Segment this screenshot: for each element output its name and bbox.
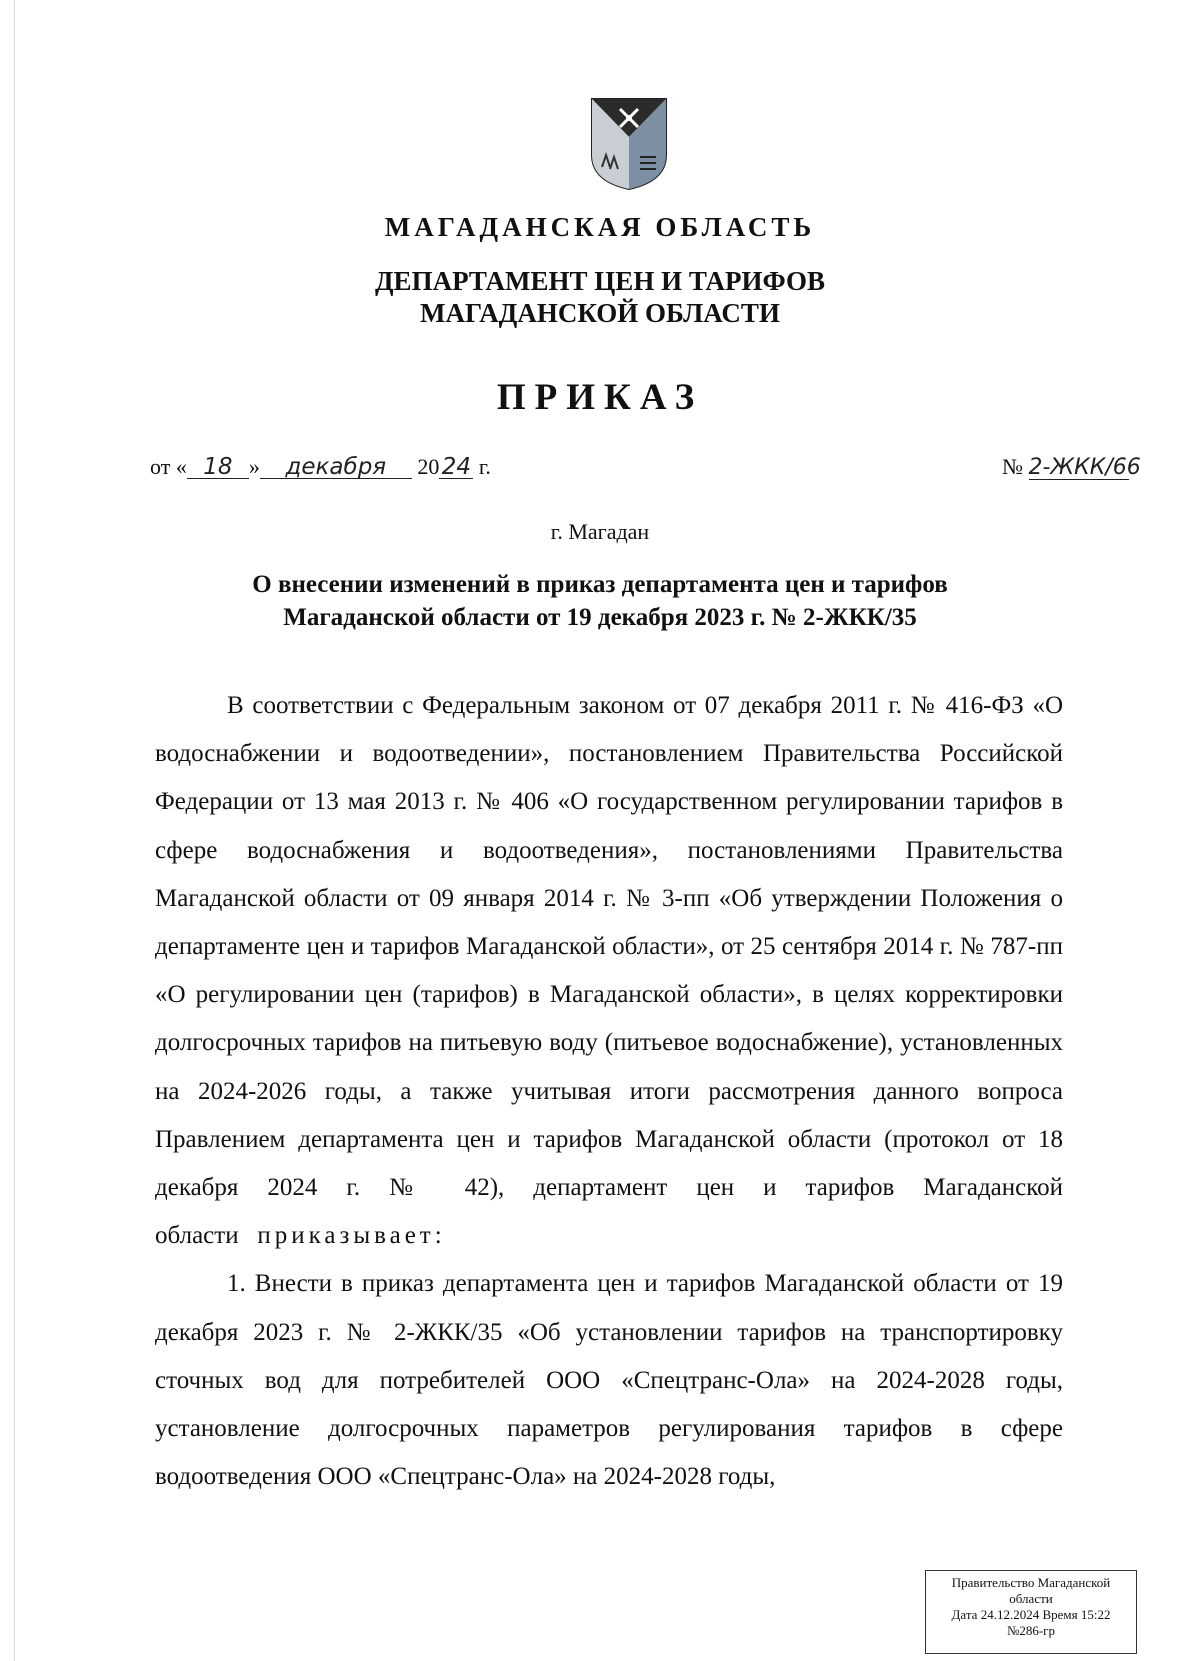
date-prefix: от « (150, 454, 187, 479)
preamble-text: В соответствии с Федеральным законом от 07 декабря 2011 г. № 416-ФЗ «О водоснабжении и водоотведении», постановлением Правительства Российской Федерации от 13 мая 2013 г. № 406 «О государственном регулировании тарифов в сфере водоснабжения и водоотведения», постановлениями Правительства Магаданской области от 09 января 2014 г. № 3-пп «Об утверждении Положения о департаменте цен и тарифов Магаданской области», от 25 сентября 2014 г. № 787-пп «О регулировании цен (тарифов) в Магаданской области», в целях корректировки долгосрочных тарифов на питьевую воду (питьевое водоснабжение), установленных на 2024-2026 годы, а также учитывая итоги рассмотрения данного вопроса Правлением департамента цен и тарифов Магаданской области (протокол от 18 декабря 2024 г. № 42), департамент цен и тарифов Магаданской области (155, 692, 1063, 1250)
city-name: г. Магадан (550, 519, 650, 544)
region-name: МАГАДАНСКАЯ ОБЛАСТЬ (384, 212, 816, 242)
title-line2: Магаданской области от 19 декабря 2023 г. № 2-ЖКК/35 (283, 604, 917, 631)
year-prefix: 20 (417, 454, 440, 479)
order-body (155, 682, 1063, 1501)
item-1-paragraph: 1. Внести в приказ департамента цен и тарифов Магаданской области от 19 декабря 2023 г. № 2-ЖКК/35 «Об установлении тарифов на транспортировку сточных вод для потребителей ООО «Спецтранс-Ола» на 2024-2028 годы, установление долгосрочных параметров регулирования тарифов в сфере водоотведения ООО «Спецтранс-Ола» на 2024-2028 годы, (155, 1270, 1063, 1491)
scan-edge-line (14, 0, 15, 1661)
document-type-title: ПРИКАЗ (496, 377, 704, 418)
date-suffix: г. (473, 454, 491, 479)
stamp-line3: Дата 24.12.2024 Время 15:22 (951, 1607, 1111, 1622)
stamp-line4: №286-гр (1006, 1623, 1056, 1638)
registration-stamp (925, 1570, 1137, 1654)
number-prefix: № (1002, 454, 1023, 479)
handwritten-month: декабря (260, 456, 412, 479)
date-quote-close: » (248, 454, 260, 479)
order-number (1002, 454, 1141, 480)
preamble-paragraph (155, 682, 1063, 1260)
order-title (150, 568, 1050, 634)
handwritten-number: 2-ЖКК/66 (1028, 455, 1141, 480)
handwritten-day: 18 (187, 456, 249, 479)
stamp-line1: Правительство Магаданской (951, 1575, 1111, 1590)
department-name-line2: МАГАДАНСКОЙ ОБЛАСТИ (420, 298, 780, 328)
title-line1: О внесении изменений в приказ департамента цен и тарифов (252, 571, 948, 598)
handwritten-year: 24 (439, 456, 473, 479)
coat-of-arms-icon (590, 97, 668, 191)
order-date (150, 454, 491, 480)
preamble-action-word: приказывает: (257, 1222, 446, 1250)
stamp-line2: области (1009, 1591, 1053, 1606)
department-name-line1: ДЕПАРТАМЕНТ ЦЕН И ТАРИФОВ (374, 266, 826, 296)
